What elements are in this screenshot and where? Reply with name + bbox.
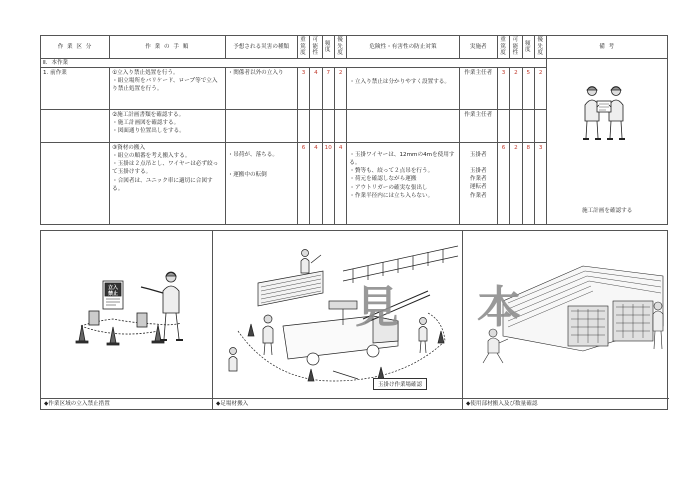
measure-line: ・アウトリガーの確実な張出し [349,184,428,191]
header-frequency-2: 頻度 [522,36,534,59]
procedure-line: ・図面通り位置出しをする。 [112,128,185,135]
hazard-line: ・運搬中の転倒 [227,172,267,179]
row2-category [41,110,110,143]
measure-line: ・贅等も、絞って２点吊を行う。 [349,168,434,175]
row1-frequency: 7 [322,68,334,110]
header-priority-2: 優先度 [534,36,546,59]
procedure-line: ・合図者は、ユニック車に適切に合図する。 [112,177,213,192]
row3-category [41,143,110,225]
row2-score [522,110,534,143]
watermark-char: 見 [355,282,399,333]
header-priority: 優先度 [334,36,346,59]
person-line: 作業者 [469,176,487,183]
scaffold-delivery-illustration [213,231,462,399]
remarks-caption: 施工計画を確認する [581,208,633,214]
person-line: 運転者 [469,184,487,191]
measure-line: ・玉掛ワイヤーは、12mmの4mを使用する。 [349,152,455,167]
panel-restricted-area [41,231,213,409]
header-person: 実施者 [459,36,497,59]
hazard-line: ・吊荷が、落ちる。 [227,152,278,159]
procedure-line: ・組立場所をバリケード、ロープ等で立入り禁止処置を行う。 [112,78,218,93]
crane-truck-scene [213,231,463,401]
row1-frequency-2: 5 [522,68,534,110]
row1-severity: 3 [297,68,309,110]
procedure-line: ・施工計画図を確認する。 [112,120,180,127]
person-line: 玉掛者 [469,168,487,175]
row3-likelihood-2: 2 [510,143,522,225]
header-severity-2: 重篤度 [497,36,509,59]
row3-frequency: 10 [322,143,334,225]
row1-priority-2: 2 [534,68,546,110]
row2-hazard [225,110,297,143]
measure-line: ・作業半径内には立ち入らない。 [349,192,434,199]
panel-caption: ◆作業区域の立入禁止措置 [41,398,212,409]
row2-person: 作業主任者 [459,110,497,143]
callout-label: 玉掛け作業場確認 [373,378,427,390]
watermark-char: 本 [477,282,521,333]
header-procedure: 作 業 の 手 順 [110,36,226,59]
header-category: 作 業 区 分 [41,36,110,59]
procedure-line: ・組立の順番を考え搬入する。 [112,153,191,160]
procedure-line: ③資材の搬入 [112,145,146,152]
materials-check-illustration [463,231,669,399]
row3-frequency-2: 8 [522,143,534,225]
row2-score [334,110,346,143]
section-row [41,59,668,68]
panel-caption: ◆使用部材搬入及び数量確認 [463,398,669,409]
measure-line: ・荷元を確認しながら運搬 [349,176,417,183]
person-line: 玉掛者 [469,152,487,159]
row3-likelihood: 4 [310,143,322,225]
row2-procedure [110,110,226,143]
row1-category: 1. 前作業 [41,68,110,110]
person-line: 作業者 [469,192,487,199]
row2-measures [347,110,459,143]
sign-text-line2: 禁止 [107,291,119,297]
row3-measures [347,143,459,225]
remarks-cell [547,59,668,225]
table-header-row [41,36,668,59]
panel-materials-check [463,231,669,409]
workers-reviewing-plan-illustration [569,83,639,143]
header-frequency: 頻度 [322,36,334,59]
procedure-line: ・玉掛は２点吊とし、ワイヤーは必ず絞って玉掛けする。 [112,161,219,176]
row3-severity-2: 6 [497,143,509,225]
row1-person: 作業主任者 [459,68,497,110]
row1-severity-2: 3 [497,68,509,110]
header-remarks: 備 考 [547,36,668,59]
header-severity: 重篤度 [297,36,309,59]
row1-procedure [110,68,226,110]
row2-score [310,110,322,143]
row1-likelihood-2: 2 [510,68,522,110]
sign-text-line1: 立入 [107,285,119,291]
measure-line: ・立入り禁止は分かりやすく設置する。 [349,79,450,86]
barricade-scene [41,231,213,401]
row3-severity: 6 [297,143,309,225]
row1-hazard: ・関係者以外の立入り [225,68,297,110]
row1-likelihood: 4 [310,68,322,110]
row2-score [322,110,334,143]
row3-priority: 4 [334,143,346,225]
section-title: Ⅱ．本作業 [41,59,547,68]
panel-scaffold-delivery [213,231,463,409]
row2-score [534,110,546,143]
risk-assessment-table [40,35,668,225]
procedure-line: ①立入り禁止処置を行う。 [112,70,179,77]
header-hazard: 予想される災害の種類 [225,36,297,59]
procedure-line: ②施工計画書類を確認する。 [112,112,185,119]
row3-person [459,143,497,225]
panel-caption: ◆足場材搬入 [213,398,462,409]
header-likelihood: 可能性 [310,36,322,59]
row2-score [510,110,522,143]
row3-hazard [225,143,297,225]
row2-score [297,110,309,143]
header-measures: 危険性・有害性の防止対策 [347,36,459,59]
row1-measures [347,68,459,110]
row1-priority: 2 [334,68,346,110]
row2-score [497,110,509,143]
row3-priority-2: 3 [534,143,546,225]
illustration-panels [40,230,668,410]
header-likelihood-2: 可能性 [510,36,522,59]
restricted-area-illustration [41,231,212,399]
row3-procedure [110,143,226,225]
